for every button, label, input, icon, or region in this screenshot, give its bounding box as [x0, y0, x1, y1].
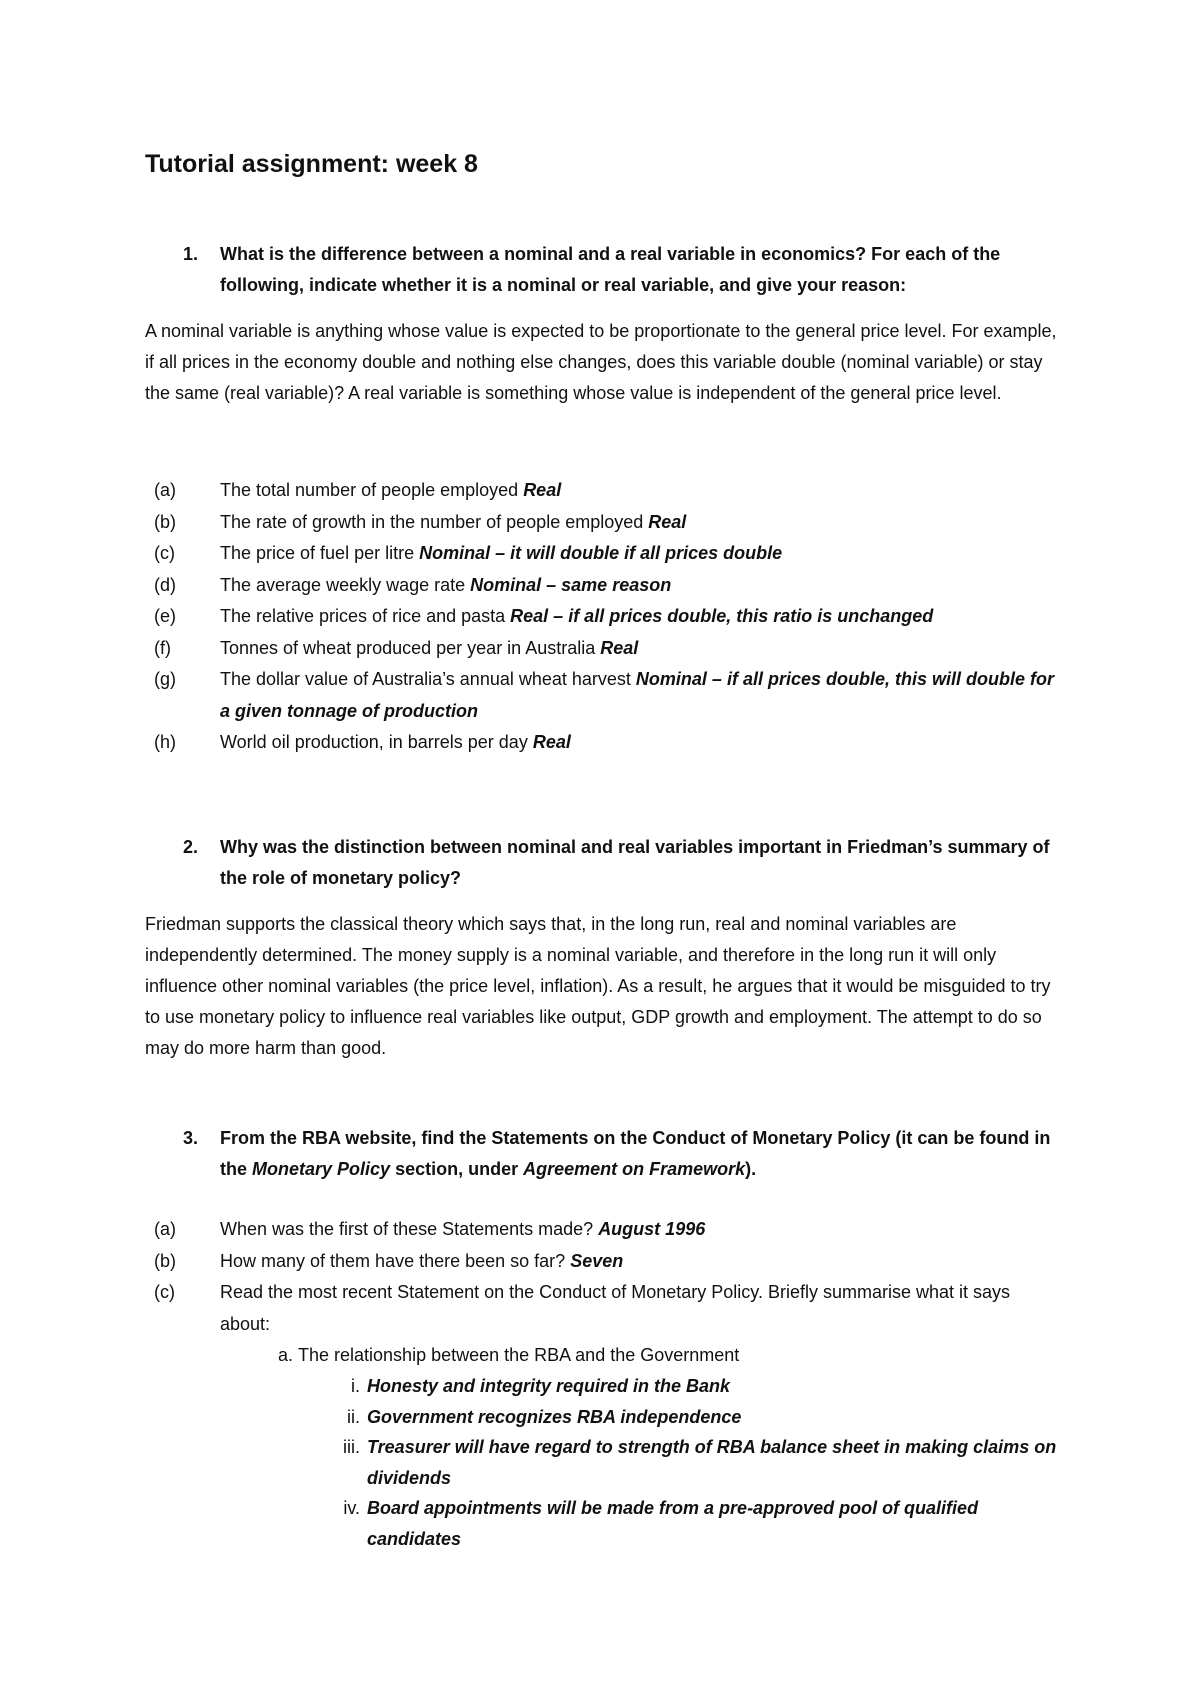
item-label: iii. — [343, 1437, 360, 1457]
question-1-answer: A nominal variable is anything whose value is expected to be proportionate to the general price level. For example, if all prices in the economy double and nothing else changes, does this variable double (nominal variable) or stay the same (real variable)? A real variable is something whose value is independent of the general price level. — [145, 321, 1057, 403]
item-answer: Nominal – if all prices double, this will double for a given tonnage of production — [220, 669, 1054, 721]
question-3-number: 3. — [183, 1128, 199, 1148]
item-answer: August 1996 — [598, 1219, 706, 1239]
question-1-text: What is the difference between a nominal and a real variable in economics? For each of the following, indicate whether it is a nominal or real variable, and give your reason: — [220, 244, 1001, 295]
item-label: (c) — [154, 1282, 175, 1302]
page-title: Tutorial assignment: week 8 — [145, 150, 478, 178]
item-answer: Treasurer will have regard to strength of RBA balance sheet in making claims on dividends — [367, 1437, 1057, 1488]
list-item — [145, 507, 1065, 539]
list-item — [145, 633, 1065, 665]
item-text: The dollar value of Australia’s annual wheat harvest — [220, 669, 636, 689]
item-text: The total number of people employed — [220, 480, 524, 500]
item-label: i. — [351, 1376, 360, 1396]
question-3-text — [220, 1123, 1065, 1185]
item-answer: Real — [600, 637, 639, 658]
list-item — [145, 570, 1065, 602]
list-item — [145, 601, 1065, 633]
item-label: (a) — [154, 480, 176, 500]
list-item — [145, 1371, 1065, 1402]
item-label: ii. — [347, 1406, 360, 1427]
list-item — [145, 1402, 1065, 1433]
item-text: The price of fuel per litre — [220, 543, 420, 563]
item-label: (g) — [154, 669, 176, 689]
list-item — [145, 538, 1065, 570]
item-label: (e) — [154, 606, 176, 626]
question-3-text-italic: Agreement on Framework — [523, 1159, 746, 1179]
item-answer: Real — [532, 732, 571, 752]
sub-item-a — [145, 1340, 1065, 1371]
list-item — [145, 1432, 1065, 1493]
item-text: Read the most recent Statement on the Conduct of Monetary Policy. Briefly summarise what it says about: — [220, 1282, 1011, 1334]
item-label: (d) — [154, 574, 176, 595]
item-label: (c) — [154, 543, 175, 563]
list-item — [145, 475, 1065, 507]
question-2 — [145, 832, 1065, 894]
item-answer: Honesty and integrity required in the Bank — [367, 1376, 731, 1396]
item-text: World oil production, in barrels per day — [220, 732, 533, 752]
item-label: (f) — [154, 637, 171, 658]
item-answer: Seven — [570, 1250, 624, 1271]
list-item — [145, 1277, 1065, 1340]
item-label: (a) — [154, 1219, 176, 1239]
question-2-text: Why was the distinction between nominal and real variables important in Friedman’s summary of the role of monetary policy? — [220, 837, 1050, 888]
item-answer: Real – if all prices double, this ratio is unchanged — [510, 606, 934, 626]
item-answer: Government recognizes RBA independence — [367, 1406, 742, 1427]
item-text: The average weekly wage rate — [220, 574, 471, 595]
sub-item-text: The relationship between the RBA and the Government — [298, 1345, 740, 1365]
list-item — [145, 1493, 1065, 1554]
item-text: The relative prices of rice and pasta — [220, 606, 511, 626]
list-item — [145, 727, 1065, 759]
sub-item-label: a. — [278, 1345, 294, 1365]
question-3-text-italic: Monetary Policy — [252, 1159, 391, 1179]
list-item — [145, 1214, 1065, 1246]
item-text: When was the first of these Statements made? — [220, 1219, 599, 1239]
question-2-answer: Friedman supports the classical theory which says that, in the long run, real and nominal variables are independently determined. The money supply is a nominal variable, and therefore in the long run it will only influence other nominal variables (the price level, inflation). As a result, he argues that it would be misguided to try to use monetary policy to influence real variables like output, GDP growth and employment. The attempt to do so may do more harm than good. — [145, 914, 1051, 1058]
item-text: Tonnes of wheat produced per year in Australia — [220, 637, 601, 658]
question-1-number: 1. — [183, 244, 199, 264]
item-text: How many of them have there been so far? — [220, 1250, 571, 1271]
question-3-text-part: section, under — [390, 1159, 524, 1179]
item-label: (h) — [154, 732, 176, 752]
question-1-items — [145, 475, 1065, 759]
question-3-items — [145, 1214, 1065, 1340]
item-answer: Board appointments will be made from a pre-approved pool of qualified candidates — [367, 1498, 979, 1549]
list-item — [145, 1246, 1065, 1278]
item-label: iv. — [343, 1498, 360, 1518]
item-label: (b) — [154, 511, 176, 532]
item-answer: Nominal – it will double if all prices double — [419, 543, 783, 563]
question-1 — [145, 239, 1065, 301]
item-text: The rate of growth in the number of people employed — [220, 511, 649, 532]
item-answer: Real — [523, 480, 562, 500]
question-2-number: 2. — [183, 837, 199, 857]
question-3-text-part: From the RBA website, find the Statements on the Conduct of Monetary Policy (it can be found in the — [220, 1128, 1051, 1179]
question-3 — [145, 1123, 1065, 1185]
item-answer: Real — [648, 511, 687, 532]
item-answer: Nominal – same reason — [470, 574, 672, 595]
item-label: (b) — [154, 1250, 176, 1271]
roman-list — [145, 1371, 1065, 1554]
question-3-text-part: ). — [745, 1159, 757, 1179]
list-item — [145, 664, 1065, 727]
